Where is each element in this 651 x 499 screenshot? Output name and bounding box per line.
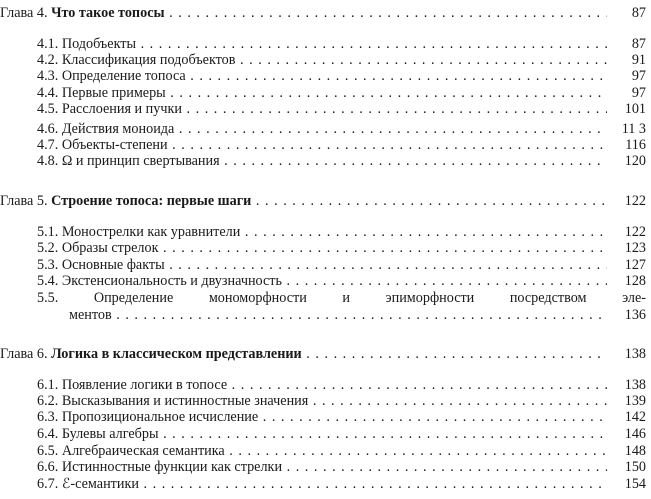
section-number: 4.5. (37, 101, 59, 117)
toc-entry-line1 (0, 290, 651, 307)
page-number: 127 (624, 257, 646, 273)
section-number: 4.3. (37, 68, 59, 84)
toc-entry (0, 240, 651, 257)
section-title: Образы стрелок (61, 240, 159, 256)
page-number: 138 (624, 346, 646, 362)
section-number: 6.2. (37, 393, 59, 409)
toc-entry (0, 426, 651, 443)
section-number: 6.4. (37, 426, 59, 442)
section-title: Алгебраическая семантика (61, 443, 225, 459)
section-title: ℰ-семантики (61, 476, 139, 492)
page-number: 123 (624, 240, 646, 256)
chapter-heading (0, 193, 651, 210)
section-title: Первые примеры (61, 85, 166, 101)
page-number: 122 (624, 193, 646, 209)
toc-entry (0, 121, 651, 138)
page-number: 116 (625, 137, 646, 153)
page-number: 146 (624, 426, 646, 442)
chapter-prefix: Глава 6. (0, 346, 48, 362)
page-number: 136 (624, 307, 646, 323)
toc-entry (0, 443, 651, 460)
section-number: 4.7. (37, 137, 59, 153)
section-title: ментов (69, 307, 112, 323)
toc-entry (0, 36, 651, 53)
section-title: Подобъекты (61, 36, 137, 52)
page-number: 122 (624, 224, 646, 240)
page-number: 91 (631, 52, 646, 68)
chapter-heading (0, 346, 651, 363)
section-title: Булевы алгебры (61, 426, 159, 442)
section-number: 4.8. (37, 153, 59, 169)
section-title: Действия моноида (61, 121, 175, 137)
toc-entry (0, 137, 651, 154)
page-number: 150 (624, 459, 646, 475)
page-number: 87 (631, 5, 646, 21)
page-number: 128 (624, 273, 646, 289)
section-title: Классификация подобъектов (61, 52, 236, 68)
section-number: 5.5. (37, 290, 59, 306)
section-number: 6.6. (37, 459, 59, 475)
page-number: 11 3 (621, 121, 646, 137)
page-number: 87 (631, 36, 646, 52)
toc-entry (0, 257, 651, 274)
page-number: 142 (624, 409, 646, 425)
section-title: Экстенсиональность и двузначность (61, 273, 282, 289)
toc-entry (0, 409, 651, 426)
toc-entry (0, 393, 651, 410)
section-number: 6.5. (37, 443, 59, 459)
section-number: 4.4. (37, 85, 59, 101)
section-number: 5.4. (37, 273, 59, 289)
page-number: 97 (631, 68, 646, 84)
section-title: Определение топоса (61, 68, 186, 84)
chapter-title: Строение топоса: первые шаги (51, 193, 252, 209)
page-number: 148 (624, 443, 646, 459)
toc-entry (0, 224, 651, 241)
page-number: 120 (624, 153, 646, 169)
toc-entry (0, 459, 651, 476)
toc-entry (0, 68, 651, 85)
chapter-prefix: Глава 4. (0, 5, 48, 21)
toc-entry (0, 101, 651, 118)
section-title: Пропозициональное исчисление (61, 409, 259, 425)
section-number: 6.3. (37, 409, 59, 425)
section-number: 6.1. (37, 377, 59, 393)
chapter-title: Что такое топосы (51, 5, 165, 21)
chapter-prefix: Глава 5. (0, 193, 48, 209)
chapter-title: Логика в классическом представлении (51, 346, 302, 362)
section-title: Монострелки как уравнители (61, 224, 241, 240)
toc-entry (0, 85, 651, 102)
toc-entry (0, 307, 651, 324)
toc-entry (0, 377, 651, 394)
section-title: Основные факты (61, 257, 165, 273)
section-number: 5.1. (37, 224, 59, 240)
toc-entry (0, 273, 651, 290)
section-number: 4.6. (37, 121, 59, 137)
toc-entry (0, 52, 651, 69)
section-number: 5.3. (37, 257, 59, 273)
section-title: Истинностные функции как стрелки (61, 459, 283, 475)
toc-entry (0, 153, 651, 170)
section-title: Расслоения и пучки (61, 101, 182, 117)
page-number: 97 (631, 85, 646, 101)
toc-entry (0, 476, 651, 493)
page-number: 138 (624, 377, 646, 393)
section-title: Появление логики в топосе (61, 377, 228, 393)
section-title-line1: Определение мономорфности и эпиморфности посредством эле- (93, 290, 646, 306)
section-title: Объекты-степени (61, 137, 168, 153)
page-number: 101 (624, 101, 646, 117)
section-number: 5.2. (37, 240, 59, 256)
chapter-heading (0, 5, 651, 22)
section-number: 6.7. (37, 476, 59, 492)
page-number: 154 (624, 476, 646, 492)
section-number: 4.2. (37, 52, 59, 68)
section-number: 4.1. (37, 36, 59, 52)
section-title: Ω и принцип свертывания (61, 153, 220, 169)
page-number: 139 (624, 393, 646, 409)
section-title: Высказывания и истинностные значения (61, 393, 309, 409)
